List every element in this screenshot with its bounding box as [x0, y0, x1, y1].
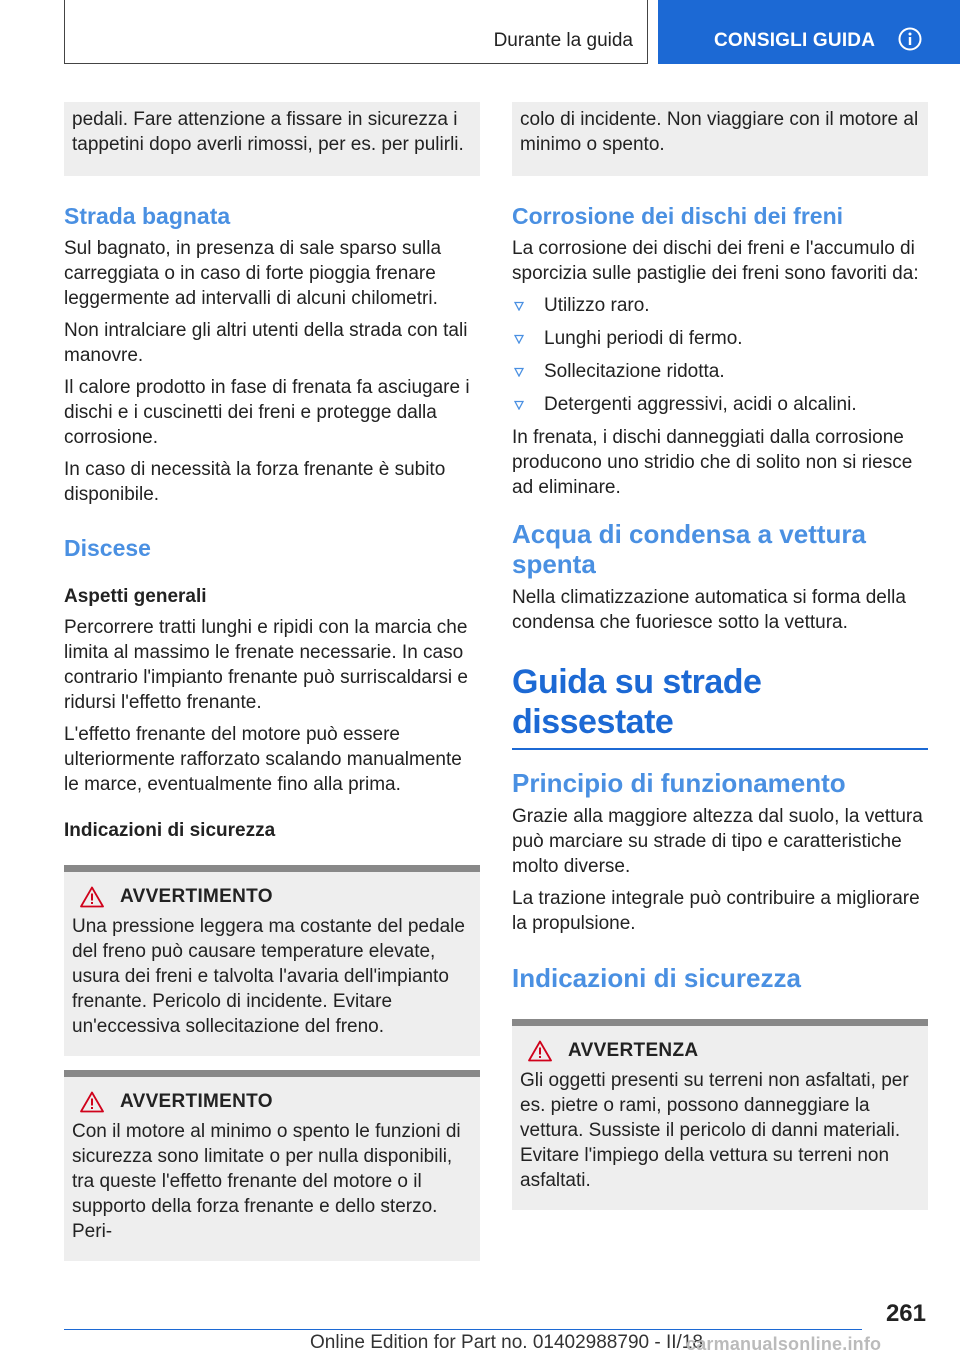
warning-box — [64, 1070, 480, 1261]
paragraph: Sul bagnato, in presenza di sale sparso sulla carreggiata o in caso di forte pioggia frenare leggermente ad intervalli di alcuni chilometri. — [64, 238, 442, 309]
warning-box — [64, 865, 480, 1056]
list-item-text: Sollecitazione ridotta. — [544, 361, 725, 382]
list-item-text: Utilizzo raro. — [544, 295, 650, 316]
list-item-text: Detergenti aggressivi, acidi o alcalini. — [544, 394, 857, 415]
paragraph: Percorrere tratti lunghi e ripidi con la marcia che limita al massimo le frenate necessarie. In caso contrario l'impianto frenante può surriscaldarsi e ridursi l'effetto frenante. — [64, 617, 468, 713]
continued-box — [64, 102, 480, 176]
chapter-heading: Guida su strade dissestate — [512, 662, 928, 750]
list-item — [512, 326, 928, 351]
triangle-bullet-icon — [514, 367, 524, 377]
warning-title: AVVERTIMENTO — [120, 886, 273, 907]
header-frame — [64, 0, 648, 64]
heading-condensation: Acqua di condensa a vettura spenta — [512, 519, 866, 579]
warning-text: Una pressione leggera ma costante del pedale del freno può causare temperature elevate, usura dei freni e talvolta l'avaria dell'impianto frenante. Pericolo di incidente. Evitare un'eccessiva sollecitazione del freno. — [72, 916, 465, 1037]
paragraph: Il calore prodotto in fase di frenata fa asciugare i dischi e i cuscinetti dei freni e protegge dalla corrosione. — [64, 377, 470, 448]
paragraph: Nella climatizzazione automatica si forma della condensa che fuoriesce sotto la vettura. — [512, 587, 906, 633]
paragraph: In caso di necessità la forza frenante è subito disponibile. — [64, 459, 446, 505]
warning-text: Gli oggetti presenti su terreni non asfaltati, per es. pietre o rami, possono danneggiare la vettura. Sussiste il pericolo di danni materiali. Evitare l'impiego della vettura su terreni non asfaltati. — [520, 1070, 909, 1191]
heading-wet-road: Strada bagnata — [64, 203, 231, 229]
paragraph: Grazie alla maggiore altezza dal suolo, la vettura può marciare su strade di tipo e caratteristiche molto diverse. — [512, 806, 923, 877]
page-number: 261 — [885, 1300, 926, 1327]
heading-descents: Discese — [64, 535, 151, 561]
paragraph: L'effetto frenante del motore può essere ulteriormente rafforzato scalando manualmente le marce, eventualmente fino alla prima. — [64, 724, 462, 795]
subheading-safety: Indicazioni di sicurezza — [64, 820, 276, 841]
list-item-text: Lunghi periodi di fermo. — [544, 328, 743, 349]
subheading-general: Aspetti generali — [64, 586, 207, 607]
warning-title: AVVERTIMENTO — [120, 1091, 273, 1112]
heading-brake-corrosion: Corrosione dei dischi dei freni — [512, 203, 844, 229]
triangle-bullet-icon — [514, 400, 524, 410]
chapter-tab[interactable] — [658, 0, 960, 64]
paragraph: In frenata, i dischi danneggiati dalla corrosione producono uno stridio che di solito non si riesce ad eliminare. — [512, 427, 913, 498]
warning-triangle-icon — [528, 1040, 552, 1062]
continued-box — [512, 102, 928, 176]
warning-box — [512, 1019, 928, 1210]
triangle-bullet-icon — [514, 301, 524, 311]
warning-title: AVVERTENZA — [568, 1040, 699, 1061]
heading-operating-principle: Principio di funzionamento — [512, 768, 846, 798]
warning-text: Con il motore al minimo o spento le funzioni di sicurezza sono limitate o per nulla disponibili, tra queste l'effetto frenante del motore o il supporto della forza frenante e dello sterzo. Peri- — [72, 1121, 461, 1242]
bullet-list — [512, 293, 928, 417]
paragraph: La corrosione dei dischi dei freni e l'accumulo di sporcizia sulle pastiglie dei freni sono favoriti da: — [512, 238, 919, 284]
heading-safety-notes: Indicazioni di sicurezza — [512, 963, 801, 993]
section-subtitle: Durante la guida — [493, 30, 633, 51]
continued-text: pedali. Fare attenzione a fissare in sicurezza i tappetini dopo averli rimossi, per es. per pulirli. — [72, 109, 464, 155]
footer-divider — [64, 1329, 862, 1330]
left-column — [64, 102, 480, 1261]
list-item — [512, 392, 928, 417]
list-item — [512, 359, 928, 384]
info-icon — [898, 27, 922, 51]
list-item — [512, 293, 928, 318]
edition-text: Online Edition for Part no. 01402988790 - II/18 — [310, 1332, 703, 1353]
paragraph: La trazione integrale può contribuire a migliorare la propulsione. — [512, 888, 920, 934]
paragraph: Non intralciare gli altri utenti della strada con tali manovre. — [64, 320, 468, 366]
continued-text: colo di incidente. Non viaggiare con il motore al minimo o spento. — [520, 109, 919, 155]
chapter-tab-label: CONSIGLI GUIDA — [714, 30, 876, 51]
watermark: carmanualsonline.info — [686, 1334, 882, 1354]
right-column — [512, 102, 928, 1210]
warning-triangle-icon — [80, 886, 104, 908]
warning-triangle-icon — [80, 1091, 104, 1113]
triangle-bullet-icon — [514, 334, 524, 344]
